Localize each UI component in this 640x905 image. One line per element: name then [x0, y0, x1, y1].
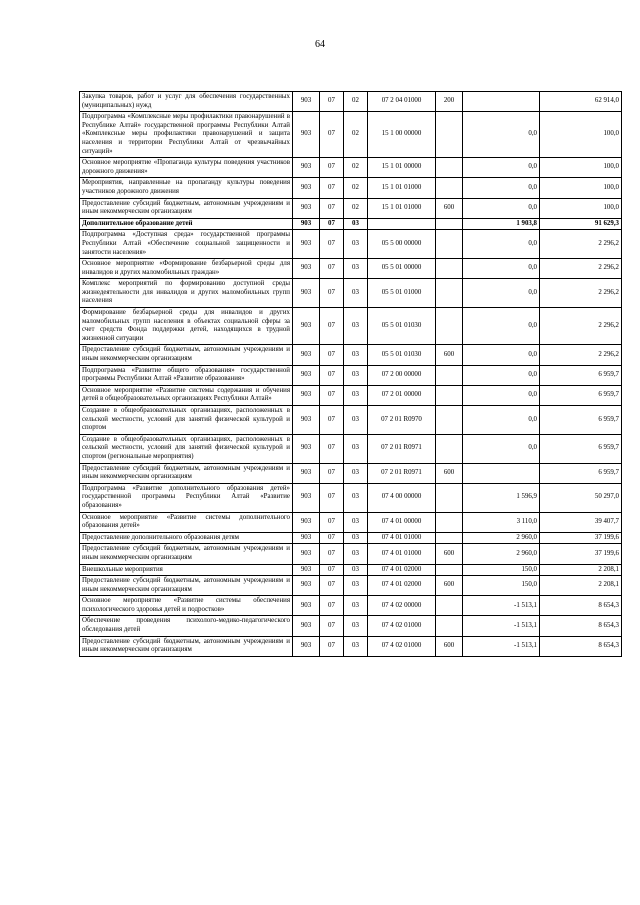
- cell-total-amount: 8 654,3: [540, 616, 622, 636]
- cell-name: Предоставление субсидий бюджетным, автономным учреждениям и иным некоммерческим организациям: [80, 198, 293, 218]
- cell-change-amount: 0,0: [463, 230, 540, 259]
- cell-section-code: 07: [320, 218, 344, 230]
- cell-ministry-code: 903: [293, 636, 320, 656]
- cell-section-code: 07: [320, 308, 344, 345]
- cell-change-amount: [463, 92, 540, 112]
- cell-target-article: 15 1 00 00000: [368, 112, 436, 158]
- cell-expense-type: 200: [436, 92, 463, 112]
- cell-ministry-code: 903: [293, 308, 320, 345]
- cell-ministry-code: 903: [293, 564, 320, 576]
- cell-section-code: 07: [320, 385, 344, 405]
- cell-change-amount: -1 513,1: [463, 596, 540, 616]
- cell-target-article: 07 4 02 01000: [368, 616, 436, 636]
- cell-target-article: 07 2 00 00000: [368, 365, 436, 385]
- cell-name: Предоставление субсидий бюджетным, автономным учреждениям и иным некоммерческим организациям: [80, 345, 293, 365]
- cell-total-amount: 2 296,2: [540, 279, 622, 308]
- cell-target-article: 05 5 01 00000: [368, 259, 436, 279]
- cell-ministry-code: 903: [293, 345, 320, 365]
- cell-expense-type: [436, 279, 463, 308]
- cell-total-amount: 91 629,3: [540, 218, 622, 230]
- cell-target-article: 05 5 01 01030: [368, 345, 436, 365]
- cell-subsection-code: 03: [344, 564, 368, 576]
- cell-expense-type: 600: [436, 198, 463, 218]
- cell-section-code: 07: [320, 544, 344, 564]
- cell-change-amount: 1 596,9: [463, 483, 540, 512]
- cell-subsection-code: 02: [344, 158, 368, 178]
- table-row: [80, 279, 622, 308]
- cell-name: Создание в общеобразовательных организациях, расположенных в сельской местности, условий для занятий физической культурой и спортом (региональные мероприятия): [80, 434, 293, 463]
- cell-subsection-code: 03: [344, 308, 368, 345]
- table-row: [80, 512, 622, 532]
- cell-name: Формирование безбарьерной среды для инвалидов и других маломобильных групп населения в объектах социальной сферы за счет средств Фонда поддержки детей, находящихся в трудной жизненной ситуации: [80, 308, 293, 345]
- cell-section-code: 07: [320, 564, 344, 576]
- cell-total-amount: 6 959,7: [540, 406, 622, 435]
- cell-target-article: 07 4 01 00000: [368, 512, 436, 532]
- cell-section-code: 07: [320, 434, 344, 463]
- table-row: [80, 636, 622, 656]
- cell-subsection-code: 03: [344, 596, 368, 616]
- cell-target-article: 07 2 01 R0971: [368, 434, 436, 463]
- cell-subsection-code: 03: [344, 406, 368, 435]
- cell-name: Подпрограмма «Развитие общего образования» государственной программы Республики Алтай «Развитие образования»: [80, 365, 293, 385]
- page-number: 64: [315, 39, 325, 50]
- cell-subsection-code: 03: [344, 576, 368, 596]
- cell-total-amount: 100,0: [540, 158, 622, 178]
- table-row: [80, 434, 622, 463]
- cell-ministry-code: 903: [293, 616, 320, 636]
- cell-total-amount: 6 959,7: [540, 463, 622, 483]
- cell-ministry-code: 903: [293, 279, 320, 308]
- cell-name: Основное мероприятие «Пропаганда культуры поведения участников дорожного движения»: [80, 158, 293, 178]
- cell-total-amount: 100,0: [540, 178, 622, 198]
- cell-name: Предоставление субсидий бюджетным, автономным учреждениям и иным некоммерческим организациям: [80, 463, 293, 483]
- table-row: [80, 385, 622, 405]
- cell-target-article: 07 4 01 01000: [368, 532, 436, 544]
- cell-section-code: 07: [320, 345, 344, 365]
- cell-section-code: 07: [320, 596, 344, 616]
- cell-ministry-code: 903: [293, 218, 320, 230]
- cell-change-amount: 0,0: [463, 365, 540, 385]
- cell-expense-type: [436, 483, 463, 512]
- cell-name: Основное мероприятие «Развитие системы содержания и обучения детей в общеобразовательных организациях Республики Алтай»: [80, 385, 293, 405]
- table-row: [80, 218, 622, 230]
- cell-name: Подпрограмма «Доступная среда» государственной программы Республики Алтай «Обеспечение социальной защищенности и занятости населения»: [80, 230, 293, 259]
- cell-change-amount: 0,0: [463, 345, 540, 365]
- cell-total-amount: 39 407,7: [540, 512, 622, 532]
- cell-ministry-code: 903: [293, 92, 320, 112]
- cell-change-amount: 0,0: [463, 158, 540, 178]
- table-row: [80, 365, 622, 385]
- cell-expense-type: [436, 406, 463, 435]
- cell-expense-type: 600: [436, 636, 463, 656]
- cell-ministry-code: 903: [293, 483, 320, 512]
- cell-target-article: 05 5 00 00000: [368, 230, 436, 259]
- cell-change-amount: 1 903,8: [463, 218, 540, 230]
- cell-total-amount: 50 297,0: [540, 483, 622, 512]
- cell-change-amount: 2 960,0: [463, 544, 540, 564]
- cell-change-amount: -1 513,1: [463, 636, 540, 656]
- cell-ministry-code: 903: [293, 532, 320, 544]
- cell-expense-type: [436, 178, 463, 198]
- cell-name: Мероприятия, направленные на пропаганду культуры поведения участников дорожного движения: [80, 178, 293, 198]
- cell-ministry-code: 903: [293, 576, 320, 596]
- cell-expense-type: [436, 218, 463, 230]
- cell-subsection-code: 03: [344, 365, 368, 385]
- cell-name: Подпрограмма «Комплексные меры профилактики правонарушений в Республике Алтай» государственной программы Республики Алтай «Комплексные меры профилактики правонарушений и защита населения и территории Республики Алтай от чрезвычайных ситуаций»: [80, 112, 293, 158]
- cell-expense-type: [436, 158, 463, 178]
- cell-name: Создание в общеобразовательных организациях, расположенных в сельской местности, условий для занятий физической культурой и спортом: [80, 406, 293, 435]
- cell-subsection-code: 03: [344, 616, 368, 636]
- cell-total-amount: 6 959,7: [540, 365, 622, 385]
- cell-expense-type: [436, 564, 463, 576]
- cell-target-article: 15 1 01 00000: [368, 158, 436, 178]
- cell-subsection-code: 03: [344, 385, 368, 405]
- table-row: [80, 308, 622, 345]
- table-row: [80, 230, 622, 259]
- budget-table: [79, 91, 622, 657]
- cell-expense-type: [436, 385, 463, 405]
- table-row: [80, 596, 622, 616]
- cell-change-amount: 0,0: [463, 385, 540, 405]
- cell-total-amount: 6 959,7: [540, 434, 622, 463]
- cell-expense-type: 600: [436, 345, 463, 365]
- cell-subsection-code: 03: [344, 483, 368, 512]
- cell-total-amount: 62 914,0: [540, 92, 622, 112]
- cell-expense-type: [436, 112, 463, 158]
- cell-expense-type: 600: [436, 463, 463, 483]
- cell-total-amount: 37 199,6: [540, 532, 622, 544]
- cell-target-article: 05 5 01 01000: [368, 279, 436, 308]
- cell-target-article: 07 4 01 02000: [368, 564, 436, 576]
- cell-target-article: 07 4 01 02000: [368, 576, 436, 596]
- cell-target-article: [368, 218, 436, 230]
- cell-target-article: 15 1 01 01000: [368, 178, 436, 198]
- cell-target-article: 07 4 01 01000: [368, 544, 436, 564]
- cell-subsection-code: 03: [344, 230, 368, 259]
- cell-total-amount: 2 296,2: [540, 308, 622, 345]
- table-row: [80, 406, 622, 435]
- cell-section-code: 07: [320, 259, 344, 279]
- cell-change-amount: 150,0: [463, 564, 540, 576]
- cell-ministry-code: 903: [293, 112, 320, 158]
- cell-target-article: 05 5 01 01030: [368, 308, 436, 345]
- cell-section-code: 07: [320, 279, 344, 308]
- table-body: [80, 92, 622, 657]
- cell-change-amount: 0,0: [463, 308, 540, 345]
- cell-target-article: 07 4 00 00000: [368, 483, 436, 512]
- cell-name: Основное мероприятие «Формирование безбарьерной среды для инвалидов и других маломобильных граждан»: [80, 259, 293, 279]
- cell-subsection-code: 03: [344, 345, 368, 365]
- cell-expense-type: 600: [436, 544, 463, 564]
- cell-subsection-code: 03: [344, 279, 368, 308]
- table-row: [80, 564, 622, 576]
- cell-total-amount: 2 208,1: [540, 576, 622, 596]
- cell-target-article: 07 2 04 01000: [368, 92, 436, 112]
- cell-name: Обеспечение проведения психолого-медико-педагогического обследования детей: [80, 616, 293, 636]
- table-row: [80, 345, 622, 365]
- cell-section-code: 07: [320, 178, 344, 198]
- cell-section-code: 07: [320, 483, 344, 512]
- cell-change-amount: 0,0: [463, 178, 540, 198]
- cell-ministry-code: 903: [293, 544, 320, 564]
- cell-total-amount: 100,0: [540, 112, 622, 158]
- table-row: [80, 576, 622, 596]
- cell-subsection-code: 02: [344, 112, 368, 158]
- cell-change-amount: 0,0: [463, 112, 540, 158]
- cell-section-code: 07: [320, 636, 344, 656]
- cell-subsection-code: 02: [344, 92, 368, 112]
- cell-expense-type: [436, 596, 463, 616]
- cell-change-amount: 0,0: [463, 406, 540, 435]
- cell-expense-type: [436, 532, 463, 544]
- cell-ministry-code: 903: [293, 512, 320, 532]
- cell-total-amount: 100,0: [540, 198, 622, 218]
- cell-subsection-code: 03: [344, 259, 368, 279]
- table-row: [80, 92, 622, 112]
- cell-total-amount: 8 654,3: [540, 596, 622, 616]
- cell-section-code: 07: [320, 616, 344, 636]
- table-row: [80, 616, 622, 636]
- cell-ministry-code: 903: [293, 365, 320, 385]
- cell-name: Предоставление субсидий бюджетным, автономным учреждениям и иным некоммерческим организациям: [80, 636, 293, 656]
- cell-ministry-code: 903: [293, 230, 320, 259]
- cell-subsection-code: 02: [344, 178, 368, 198]
- cell-name: Подпрограмма «Развитие дополнительного образования детей» государственной программы Республики Алтай «Развитие образования»: [80, 483, 293, 512]
- cell-expense-type: [436, 616, 463, 636]
- table-row: [80, 112, 622, 158]
- cell-subsection-code: 03: [344, 434, 368, 463]
- cell-section-code: 07: [320, 112, 344, 158]
- cell-target-article: 07 2 01 R0970: [368, 406, 436, 435]
- table-row: [80, 544, 622, 564]
- cell-change-amount: -1 513,1: [463, 616, 540, 636]
- cell-expense-type: [436, 308, 463, 345]
- cell-section-code: 07: [320, 158, 344, 178]
- cell-name: Комплекс мероприятий по формированию доступной среды жизнедеятельности для инвалидов и других маломобильных групп населения: [80, 279, 293, 308]
- cell-name: Предоставление дополнительного образования детям: [80, 532, 293, 544]
- cell-subsection-code: 03: [344, 512, 368, 532]
- cell-expense-type: [436, 230, 463, 259]
- cell-subsection-code: 03: [344, 636, 368, 656]
- cell-target-article: 07 4 02 01000: [368, 636, 436, 656]
- cell-section-code: 07: [320, 512, 344, 532]
- cell-name: Предоставление субсидий бюджетным, автономным учреждениям и иным некоммерческим организациям: [80, 544, 293, 564]
- cell-total-amount: 8 654,3: [540, 636, 622, 656]
- cell-ministry-code: 903: [293, 178, 320, 198]
- cell-target-article: 15 1 01 01000: [368, 198, 436, 218]
- cell-ministry-code: 903: [293, 434, 320, 463]
- cell-total-amount: 6 959,7: [540, 385, 622, 405]
- table-row: [80, 532, 622, 544]
- cell-change-amount: [463, 463, 540, 483]
- cell-change-amount: 0,0: [463, 434, 540, 463]
- cell-ministry-code: 903: [293, 259, 320, 279]
- cell-expense-type: [436, 259, 463, 279]
- cell-section-code: 07: [320, 406, 344, 435]
- cell-total-amount: 37 199,6: [540, 544, 622, 564]
- cell-ministry-code: 903: [293, 596, 320, 616]
- cell-expense-type: 600: [436, 576, 463, 596]
- cell-ministry-code: 903: [293, 158, 320, 178]
- cell-subsection-code: 03: [344, 532, 368, 544]
- cell-target-article: 07 4 02 00000: [368, 596, 436, 616]
- cell-change-amount: 0,0: [463, 198, 540, 218]
- cell-ministry-code: 903: [293, 406, 320, 435]
- cell-change-amount: 150,0: [463, 576, 540, 596]
- table-row: [80, 198, 622, 218]
- cell-subsection-code: 02: [344, 198, 368, 218]
- cell-name: Внешкольные мероприятия: [80, 564, 293, 576]
- cell-total-amount: 2 296,2: [540, 345, 622, 365]
- cell-expense-type: [436, 365, 463, 385]
- cell-ministry-code: 903: [293, 463, 320, 483]
- cell-total-amount: 2 296,2: [540, 259, 622, 279]
- cell-section-code: 07: [320, 576, 344, 596]
- table-row: [80, 158, 622, 178]
- table-row: [80, 178, 622, 198]
- cell-name: Основное мероприятие «Развитие системы дополнительного образования детей»: [80, 512, 293, 532]
- cell-section-code: 07: [320, 365, 344, 385]
- cell-ministry-code: 903: [293, 198, 320, 218]
- cell-expense-type: [436, 434, 463, 463]
- cell-section-code: 07: [320, 532, 344, 544]
- cell-subsection-code: 03: [344, 544, 368, 564]
- cell-change-amount: 3 110,0: [463, 512, 540, 532]
- cell-total-amount: 2 296,2: [540, 230, 622, 259]
- cell-name: Закупка товаров, работ и услуг для обеспечения государственных (муниципальных) нужд: [80, 92, 293, 112]
- cell-subsection-code: 03: [344, 463, 368, 483]
- cell-change-amount: 0,0: [463, 259, 540, 279]
- cell-total-amount: 2 208,1: [540, 564, 622, 576]
- cell-section-code: 07: [320, 230, 344, 259]
- cell-name: Предоставление субсидий бюджетным, автономным учреждениям и иным некоммерческим организациям: [80, 576, 293, 596]
- table-row: [80, 259, 622, 279]
- cell-target-article: 07 2 01 R0971: [368, 463, 436, 483]
- cell-name: Дополнительное образование детей: [80, 218, 293, 230]
- table-row: [80, 483, 622, 512]
- cell-change-amount: 2 960,0: [463, 532, 540, 544]
- table-row: [80, 463, 622, 483]
- cell-subsection-code: 03: [344, 218, 368, 230]
- cell-ministry-code: 903: [293, 385, 320, 405]
- cell-section-code: 07: [320, 463, 344, 483]
- cell-target-article: 07 2 01 00000: [368, 385, 436, 405]
- cell-expense-type: [436, 512, 463, 532]
- cell-section-code: 07: [320, 198, 344, 218]
- cell-name: Основное мероприятие «Развитие системы обеспечения психологического здоровья детей и подростков»: [80, 596, 293, 616]
- cell-change-amount: 0,0: [463, 279, 540, 308]
- cell-section-code: 07: [320, 92, 344, 112]
